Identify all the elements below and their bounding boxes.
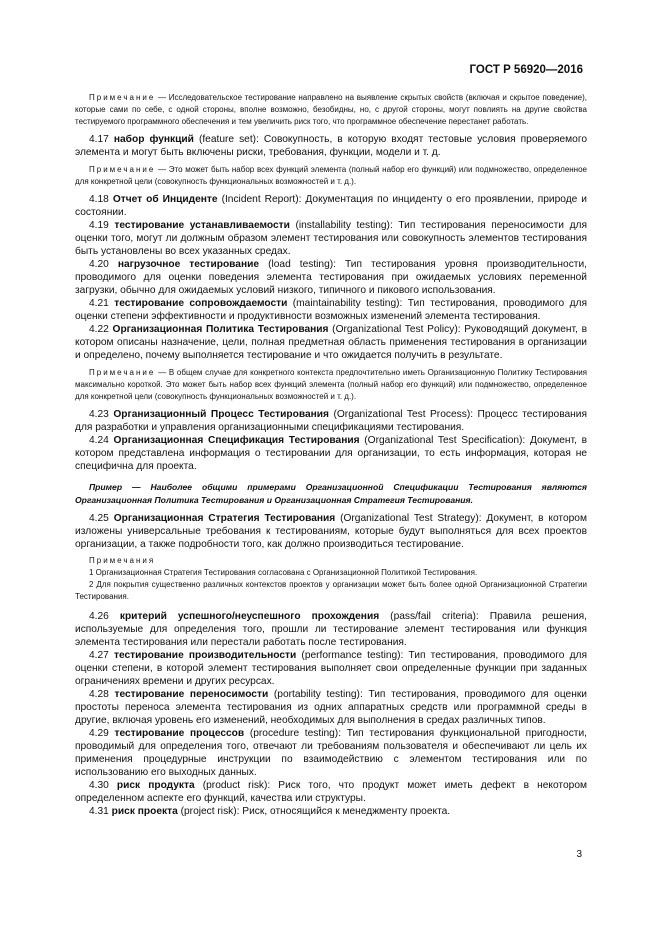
example-4-24: Пример — Наиболее общими примерами Организационной Спецификации Тестирования являются Организационная Политика Тестирования и Организационная Стратегия Тестирования. xyxy=(75,482,587,505)
entry-definition: (Organizational Test Strategy): Документ, в котором изложены универсальные требования к тестированиям, которые будут выполняться для всех проектов организации, а также подробности того, как должно производиться тестирование. xyxy=(75,513,587,550)
note-4-17 xyxy=(75,164,587,188)
entry-4-25 xyxy=(75,512,587,551)
note-label: Примечание xyxy=(89,368,156,377)
entry-definition: (Organizational Test Process): Процесс тестирования для разработки и управления организационными спецификациями тестирования. xyxy=(75,409,588,433)
entry-number: 4.23 xyxy=(89,409,109,420)
entry-4-28 xyxy=(75,688,587,727)
entry-term: Организационная Спецификация Тестирования xyxy=(113,435,360,446)
page-number: 3 xyxy=(576,849,582,860)
note-text: — В общем случае для конкретного контекста предпочтительно иметь Организационную Политику Тестирования максимально короткой. Это может быть набор всех функций элемента (полный набор его функций) или подмножество, определенное для конкретной цели (совокупность функциональных возможностей и т. д.). xyxy=(75,368,587,401)
entry-number: 4.19 xyxy=(89,220,109,231)
entry-term: набор функций xyxy=(113,134,194,145)
entry-number: 4.20 xyxy=(89,259,109,270)
entry-definition: (installability testing): Тип тестирования переносимости для оценки того, могут ли должным образом элемент тестирования или совокупность элементов тестирования быть установлены во всех указанных средах. xyxy=(75,220,587,257)
note-label: Примечание xyxy=(89,93,156,102)
note-item: 2 Для покрытия существенно различных контекстов проектов у организации может быть более одной Организационной Стратегии Тестирования. xyxy=(75,580,587,601)
document-body xyxy=(75,92,587,818)
entry-definition: (performance testing): Тип тестирования, проводимого для оценки степени, в которой элемент тестирования выполняет свои определенные функции при заданных ограничениях времени и других ресурсах. xyxy=(75,650,587,687)
note-exploratory-testing xyxy=(75,92,587,128)
entry-term: критерий успешного/неуспешного прохождения xyxy=(119,611,380,622)
entry-4-30 xyxy=(75,779,587,805)
entry-number: 4.25 xyxy=(89,513,109,524)
entry-term: тестирование процессов xyxy=(114,728,245,739)
entry-4-29 xyxy=(75,727,587,779)
entry-4-23 xyxy=(75,408,587,434)
entry-4-24 xyxy=(75,434,587,473)
note-label: Примечание xyxy=(89,165,156,174)
notes-list-4-25 xyxy=(75,567,587,603)
entry-number: 4.21 xyxy=(89,298,109,309)
entry-number: 4.17 xyxy=(89,134,109,145)
standard-header: ГОСТ Р 56920—2016 xyxy=(469,64,583,76)
entry-number: 4.30 xyxy=(89,780,109,791)
entry-definition: (load testing): Тип тестирования уровня производительности, проводимого для оценки поведения элемента тестирования при ожидаемых условиях переменной загрузки, обычно для ожидаемых условий низкого, типичного и пикового использования. xyxy=(75,259,587,296)
entry-4-20 xyxy=(75,258,587,297)
entry-4-26 xyxy=(75,610,587,649)
entry-term: риск проекта xyxy=(111,806,178,817)
entry-number: 4.18 xyxy=(89,194,109,205)
entry-definition: (Incident Report): Документация по инциденту о его проявлении, природе и состоянии. xyxy=(75,194,587,218)
entry-4-22 xyxy=(75,323,587,362)
entry-definition: (Organizational Test Policy): Руководящий документ, в котором описаны назначение, цели, полная предметная область применения тестирования в организации и определено, почему выполняется тестирование и что ожидается получить в результате. xyxy=(75,324,587,361)
entry-4-17 xyxy=(75,133,587,159)
entry-4-18 xyxy=(75,193,587,219)
entry-number: 4.28 xyxy=(89,689,109,700)
entry-4-19 xyxy=(75,219,587,258)
note-4-22 xyxy=(75,367,587,403)
note-text: — Исследовательское тестирование направлено на выявление скрытых свойств (включая и скрытое поведение), которые сами по себе, с одной стороны, вполне возможно, безобидны, но, с другой стороны, могут повлиять на другие свойства тестируемого программного обеспечения и тем увеличить риск того, что программное обеспечение перестанет работать. xyxy=(75,93,587,126)
entry-term: тестирование сопровождаемости xyxy=(114,298,288,309)
entry-definition: (portability testing): Тип тестирования, проводимого для оценки простоты переноса элемента тестирования из одних аппаратных средств или программной среды в другие, включая уровень его изменений, необходимых для выполнения в средах различных типов. xyxy=(75,689,587,726)
entry-definition: (product risk): Риск того, что продукт может иметь дефект в некотором определенном аспекте его функций, качества или структуры. xyxy=(75,780,587,804)
entry-term: тестирование переносимости xyxy=(114,689,269,700)
entry-definition: (feature set): Совокупность, в которую входят тестовые условия проверяемого элемента и могут быть включены риски, требования, функции, модели и т. д. xyxy=(75,134,588,158)
entry-definition: (procedure testing): Тип тестирования функциональной пригодности, проводимый для определения того, отвечают ли требованиям пользователя и обеспечивают ли цель их применения процедурные инструкции по взаимодействию с элементом тестирования или по использованию его выходных данных. xyxy=(75,728,587,778)
note-text: — Это может быть набор всех функций элемента (полный набор его функций) или подмножество, определенное для конкретной цели (совокупность функциональных возможностей и т. д.). xyxy=(75,165,587,186)
entry-term: Отчет об Инциденте xyxy=(112,194,218,205)
entry-4-21 xyxy=(75,297,587,323)
entry-term: тестирование производительности xyxy=(113,650,297,661)
entry-definition: (maintainability testing): Тип тестирования, проводимого для оценки степени эффективности и продуктивности возможных изменений элемента тестирования. xyxy=(75,298,587,322)
notes-label: Примечания xyxy=(89,556,156,565)
note-item: 1 Организационная Стратегия Тестирования согласована с Организационной Политикой Тестирования. xyxy=(89,568,478,577)
entry-number: 4.29 xyxy=(89,728,109,739)
entry-number: 4.31 xyxy=(89,806,109,817)
entry-number: 4.24 xyxy=(89,435,109,446)
entry-term: риск продукта xyxy=(116,780,195,791)
entry-4-27 xyxy=(75,649,587,688)
entry-number: 4.22 xyxy=(89,324,109,335)
entry-number: 4.27 xyxy=(89,650,109,661)
entry-term: Организационная Стратегия Тестирования xyxy=(113,513,336,524)
entry-4-31 xyxy=(75,805,587,818)
entry-term: Организационный Процесс Тестирования xyxy=(113,409,330,420)
entry-term: Организационная Политика Тестирования xyxy=(112,324,329,335)
entry-term: нагрузочное тестирование xyxy=(117,259,260,270)
entry-term: тестирование устанавливаемости xyxy=(114,220,290,231)
entry-number: 4.26 xyxy=(89,611,109,622)
entry-definition: (project risk): Риск, относящийся к менеджменту проекта. xyxy=(177,806,451,817)
entry-definition: (pass/fail criteria): Правила решения, используемые для определения того, прошли ли тестирование элемент тестирования или функция элемента тестирования или перестали работать после тестирования. xyxy=(75,611,587,648)
entry-definition: (Organizational Test Specification): Документ, в котором представлена информация о тестировании для организации, то есть информация, которая не специфична для проекта. xyxy=(75,435,587,472)
